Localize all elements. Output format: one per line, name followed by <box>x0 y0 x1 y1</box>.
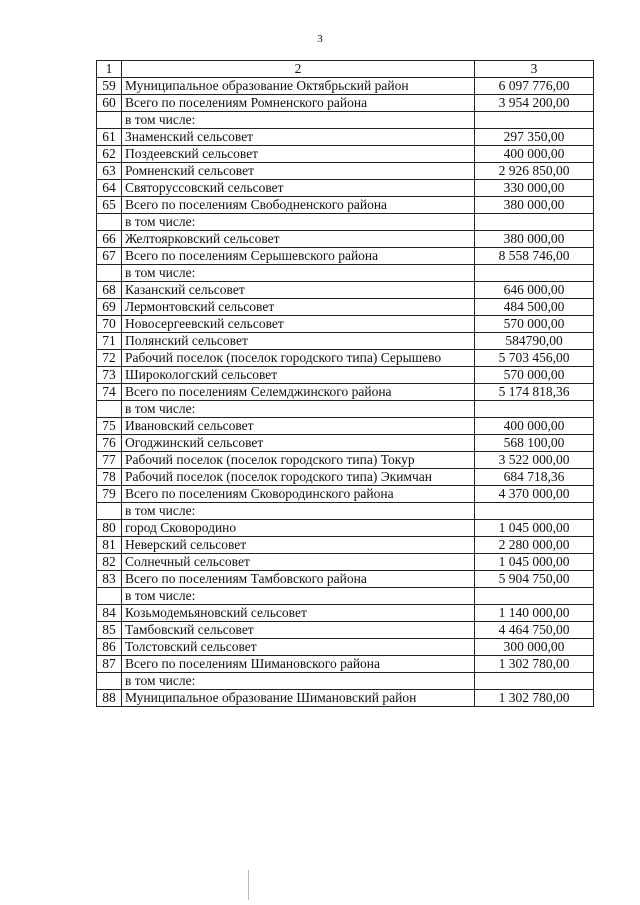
row-name: Огоджинский сельсовет <box>122 435 475 452</box>
row-number: 86 <box>97 639 122 656</box>
table-row <box>97 469 594 486</box>
row-name: Рабочий поселок (поселок городского типа) Экимчан <box>122 469 475 486</box>
table-row <box>97 418 594 435</box>
row-amount: 484 500,00 <box>475 299 594 316</box>
row-number: 84 <box>97 605 122 622</box>
table-row <box>97 673 594 690</box>
table-row <box>97 180 594 197</box>
row-name: Муниципальное образование Шимановский район <box>122 690 475 707</box>
table-row <box>97 656 594 673</box>
row-amount: 1 045 000,00 <box>475 520 594 537</box>
row-amount: 3 954 200,00 <box>475 95 594 112</box>
row-name: Всего по поселениям Селемджинского района <box>122 384 475 401</box>
row-number: 69 <box>97 299 122 316</box>
table-row <box>97 384 594 401</box>
table-row <box>97 316 594 333</box>
row-amount: 2 280 000,00 <box>475 537 594 554</box>
row-number: 88 <box>97 690 122 707</box>
row-number <box>97 401 122 418</box>
row-name: Полянский сельсовет <box>122 333 475 350</box>
row-number: 68 <box>97 282 122 299</box>
row-amount: 330 000,00 <box>475 180 594 197</box>
table-row <box>97 639 594 656</box>
row-amount: 6 097 776,00 <box>475 78 594 95</box>
row-number: 63 <box>97 163 122 180</box>
row-name: Всего по поселениям Тамбовского района <box>122 571 475 588</box>
table-row <box>97 622 594 639</box>
row-amount <box>475 265 594 282</box>
table-row <box>97 571 594 588</box>
row-amount: 684 718,36 <box>475 469 594 486</box>
row-name: Солнечный сельсовет <box>122 554 475 571</box>
row-name: в том числе: <box>122 265 475 282</box>
row-number: 71 <box>97 333 122 350</box>
row-number: 87 <box>97 656 122 673</box>
table-row <box>97 537 594 554</box>
page-number: 3 <box>317 33 323 45</box>
row-name: Ивановский сельсовет <box>122 418 475 435</box>
row-amount: 1 140 000,00 <box>475 605 594 622</box>
row-amount: 8 558 746,00 <box>475 248 594 265</box>
table-row <box>97 112 594 129</box>
row-name: Всего по поселениям Шимановского района <box>122 656 475 673</box>
row-number: 64 <box>97 180 122 197</box>
row-name: Неверский сельсовет <box>122 537 475 554</box>
row-number: 77 <box>97 452 122 469</box>
row-name: Толстовский сельсовет <box>122 639 475 656</box>
row-amount: 3 522 000,00 <box>475 452 594 469</box>
row-number <box>97 588 122 605</box>
table-row <box>97 146 594 163</box>
row-number: 82 <box>97 554 122 571</box>
row-number: 60 <box>97 95 122 112</box>
row-name: Всего по поселениям Серышевского района <box>122 248 475 265</box>
table-row <box>97 214 594 231</box>
row-number: 81 <box>97 537 122 554</box>
row-number: 80 <box>97 520 122 537</box>
row-name: Новосергеевский сельсовет <box>122 316 475 333</box>
table-row <box>97 299 594 316</box>
row-number: 78 <box>97 469 122 486</box>
row-name: Святоруссовский сельсовет <box>122 180 475 197</box>
row-name: Рабочий поселок (поселок городского типа) Токур <box>122 452 475 469</box>
row-name: в том числе: <box>122 401 475 418</box>
table-row <box>97 435 594 452</box>
row-amount: 5 174 818,36 <box>475 384 594 401</box>
row-amount <box>475 673 594 690</box>
table-row <box>97 605 594 622</box>
row-name: в том числе: <box>122 214 475 231</box>
row-number <box>97 265 122 282</box>
row-number: 83 <box>97 571 122 588</box>
row-number <box>97 112 122 129</box>
table-row <box>97 520 594 537</box>
row-number: 66 <box>97 231 122 248</box>
row-amount: 570 000,00 <box>475 316 594 333</box>
row-amount: 297 350,00 <box>475 129 594 146</box>
row-number: 85 <box>97 622 122 639</box>
row-name: Казанский сельсовет <box>122 282 475 299</box>
row-name: Рабочий поселок (поселок городского типа) Серышево <box>122 350 475 367</box>
row-name: в том числе: <box>122 112 475 129</box>
table-row <box>97 163 594 180</box>
header-cell-amount: 3 <box>475 61 594 78</box>
row-amount <box>475 112 594 129</box>
table-row <box>97 452 594 469</box>
row-number: 72 <box>97 350 122 367</box>
row-name: Всего по поселениям Свободненского района <box>122 197 475 214</box>
row-amount: 5 904 750,00 <box>475 571 594 588</box>
row-amount: 380 000,00 <box>475 231 594 248</box>
row-amount: 400 000,00 <box>475 418 594 435</box>
row-amount: 570 000,00 <box>475 367 594 384</box>
row-number: 70 <box>97 316 122 333</box>
row-name: Козьмодемьяновский сельсовет <box>122 605 475 622</box>
scan-artifact <box>248 870 249 900</box>
table-header-row <box>97 61 594 78</box>
row-number: 79 <box>97 486 122 503</box>
table-row <box>97 129 594 146</box>
row-number <box>97 673 122 690</box>
table-row <box>97 248 594 265</box>
row-name: Всего по поселениям Ромненского района <box>122 95 475 112</box>
row-number: 65 <box>97 197 122 214</box>
table-row <box>97 282 594 299</box>
table-row <box>97 503 594 520</box>
table-row <box>97 333 594 350</box>
row-amount: 584790,00 <box>475 333 594 350</box>
row-amount: 5 703 456,00 <box>475 350 594 367</box>
budget-table <box>96 60 594 707</box>
table-row <box>97 78 594 95</box>
table-row <box>97 401 594 418</box>
row-amount: 1 302 780,00 <box>475 656 594 673</box>
row-name: Тамбовский сельсовет <box>122 622 475 639</box>
row-amount: 380 000,00 <box>475 197 594 214</box>
row-number <box>97 503 122 520</box>
row-number: 61 <box>97 129 122 146</box>
row-number: 73 <box>97 367 122 384</box>
header-cell-num: 1 <box>97 61 122 78</box>
table-row <box>97 486 594 503</box>
row-amount <box>475 214 594 231</box>
row-number: 59 <box>97 78 122 95</box>
row-name: в том числе: <box>122 673 475 690</box>
row-number <box>97 214 122 231</box>
row-amount: 2 926 850,00 <box>475 163 594 180</box>
table-row <box>97 690 594 707</box>
table-row <box>97 588 594 605</box>
row-name: в том числе: <box>122 503 475 520</box>
row-amount: 400 000,00 <box>475 146 594 163</box>
row-amount: 1 302 780,00 <box>475 690 594 707</box>
row-number: 67 <box>97 248 122 265</box>
row-amount <box>475 401 594 418</box>
table-row <box>97 350 594 367</box>
row-number: 74 <box>97 384 122 401</box>
row-number: 62 <box>97 146 122 163</box>
table-row <box>97 197 594 214</box>
row-amount: 646 000,00 <box>475 282 594 299</box>
table-row <box>97 367 594 384</box>
row-name: Всего по поселениям Сковородинского района <box>122 486 475 503</box>
row-name: Поздеевский сельсовет <box>122 146 475 163</box>
row-name: Лермонтовский сельсовет <box>122 299 475 316</box>
row-name: Муниципальное образование Октябрьский район <box>122 78 475 95</box>
row-amount: 300 000,00 <box>475 639 594 656</box>
table-row <box>97 95 594 112</box>
row-name: Ромненский сельсовет <box>122 163 475 180</box>
row-number: 75 <box>97 418 122 435</box>
table-row <box>97 231 594 248</box>
row-name: город Сковородино <box>122 520 475 537</box>
row-name: Широкологский сельсовет <box>122 367 475 384</box>
table-row <box>97 265 594 282</box>
row-name: Знаменский сельсовет <box>122 129 475 146</box>
row-number: 76 <box>97 435 122 452</box>
table-row <box>97 554 594 571</box>
row-amount <box>475 503 594 520</box>
header-cell-name: 2 <box>122 61 475 78</box>
row-amount <box>475 588 594 605</box>
row-name: в том числе: <box>122 588 475 605</box>
row-amount: 568 100,00 <box>475 435 594 452</box>
row-amount: 1 045 000,00 <box>475 554 594 571</box>
row-amount: 4 464 750,00 <box>475 622 594 639</box>
row-amount: 4 370 000,00 <box>475 486 594 503</box>
row-name: Желтоярковский сельсовет <box>122 231 475 248</box>
